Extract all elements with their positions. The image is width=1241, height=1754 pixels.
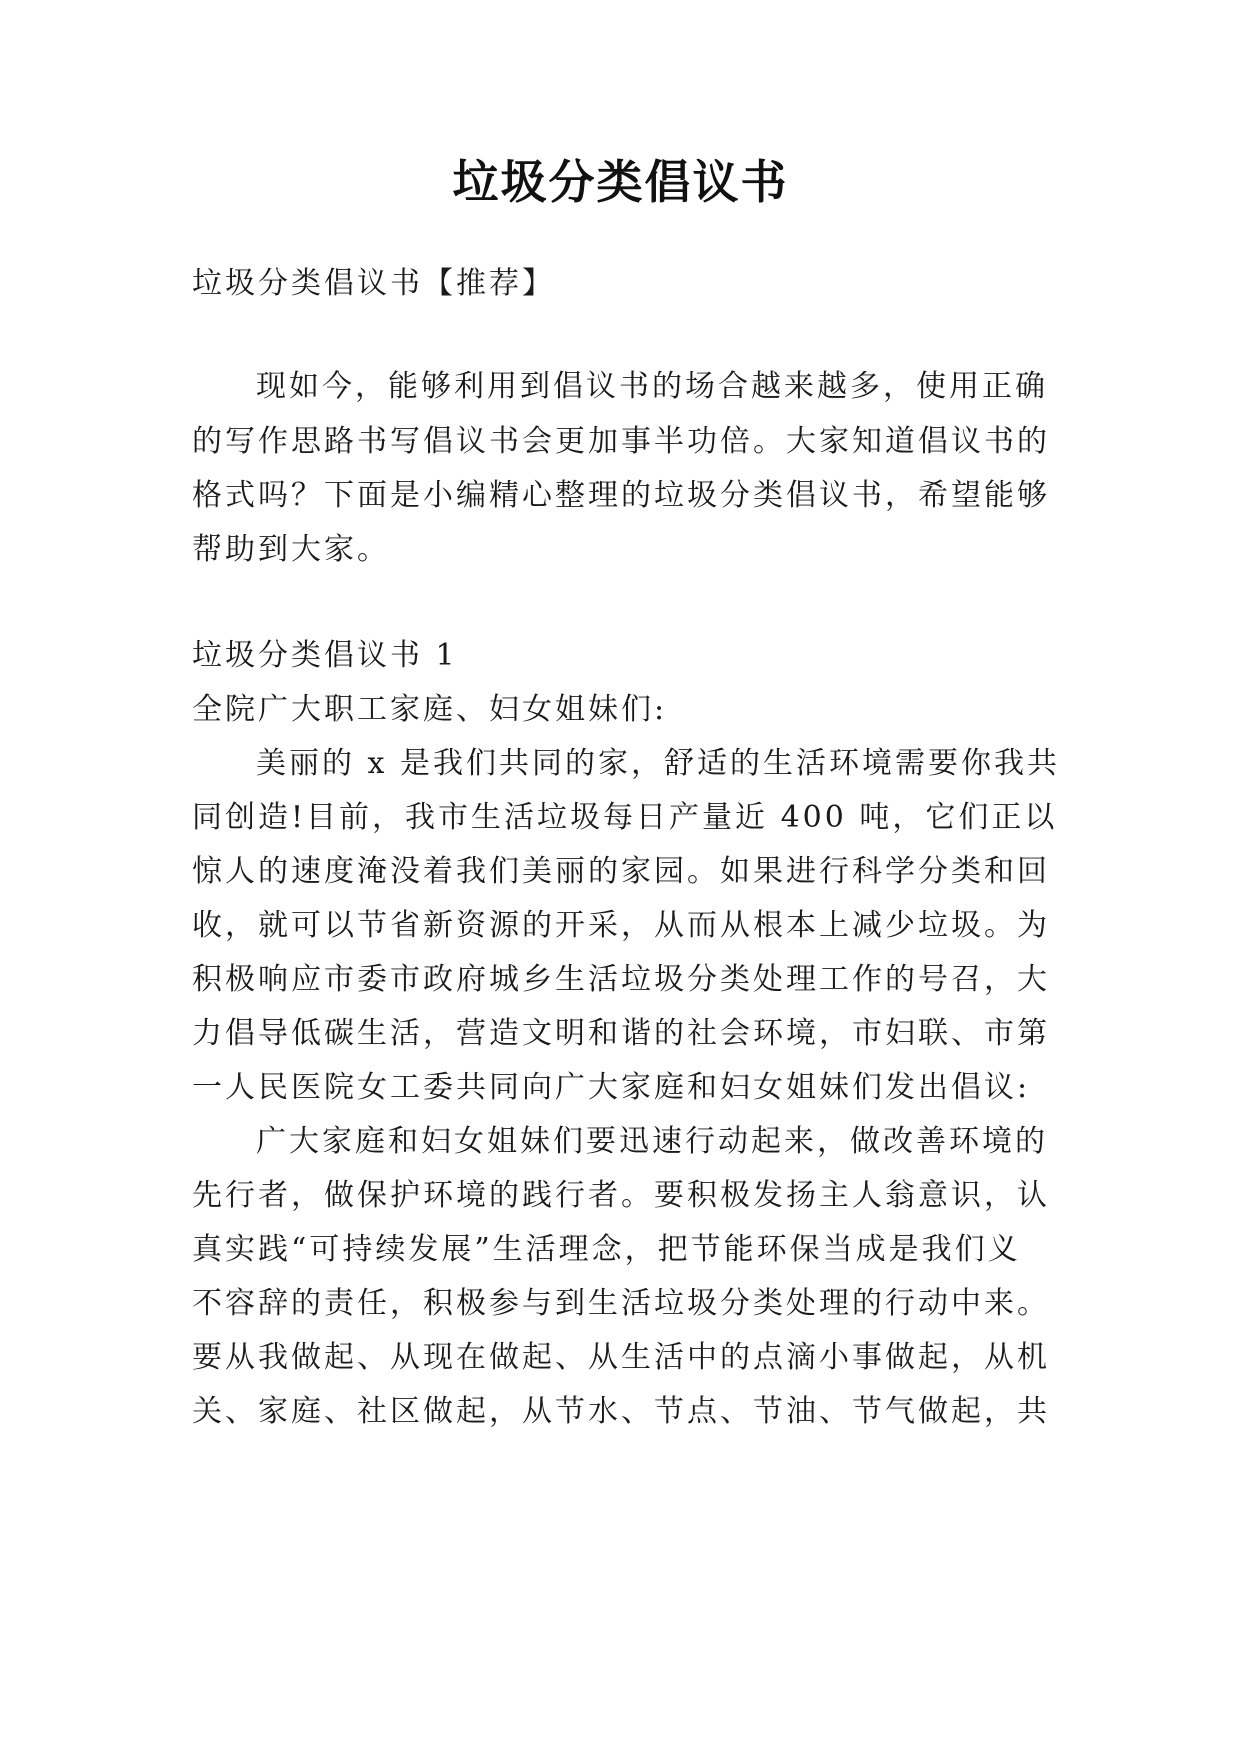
paragraph-line: 一人民医院女工委共同向广大家庭和妇女姐妹们发出倡议: <box>192 1070 1031 1105</box>
intro-line: 帮助到大家。 <box>192 532 390 567</box>
section-heading: 垃圾分类倡议书 1 <box>192 638 458 673</box>
paragraph-line: 积极响应市委市政府城乡生活垃圾分类处理工作的号召，大 <box>192 962 1050 997</box>
paragraph-line: 广大家庭和妇女姐妹们要迅速行动起来，做改善环境的 <box>256 1124 1048 1159</box>
paragraph-line: 同创造!目前，我市生活垃圾每日产量近 400 吨，它们正以 <box>192 800 1058 835</box>
document-subtitle: 垃圾分类倡议书【推荐】 <box>192 266 555 301</box>
intro-line: 格式吗？下面是小编精心整理的垃圾分类倡议书，希望能够 <box>192 478 1050 513</box>
paragraph-line: 收，就可以节省新资源的开采，从而从根本上减少垃圾。为 <box>192 908 1050 943</box>
paragraph-line: 真实践“可持续发展”生活理念，把节能环保当成是我们义 <box>192 1232 1021 1267</box>
intro-line: 的写作思路书写倡议书会更加事半功倍。大家知道倡议书的 <box>192 424 1050 459</box>
paragraph-line: 力倡导低碳生活，营造文明和谐的社会环境，市妇联、市第 <box>192 1016 1050 1051</box>
intro-line: 现如今，能够利用到倡议书的场合越来越多，使用正确 <box>256 369 1048 404</box>
paragraph-line: 不容辞的责任，积极参与到生活垃圾分类处理的行动中来。 <box>192 1286 1050 1321</box>
paragraph-line: 要从我做起、从现在做起、从生活中的点滴小事做起，从机 <box>192 1340 1050 1375</box>
paragraph-line: 惊人的速度淹没着我们美丽的家园。如果进行科学分类和回 <box>192 854 1050 889</box>
paragraph-line: 先行者，做保护环境的践行者。要积极发扬主人翁意识，认 <box>192 1178 1050 1213</box>
salutation: 全院广大职工家庭、妇女姐妹们: <box>192 692 668 727</box>
document-title: 垃圾分类倡议书 <box>452 155 789 209</box>
paragraph-line: 关、家庭、社区做起，从节水、节点、节油、节气做起，共 <box>192 1394 1050 1429</box>
paragraph-line: 美丽的 x 是我们共同的家，舒适的生活环境需要你我共 <box>256 746 1060 781</box>
